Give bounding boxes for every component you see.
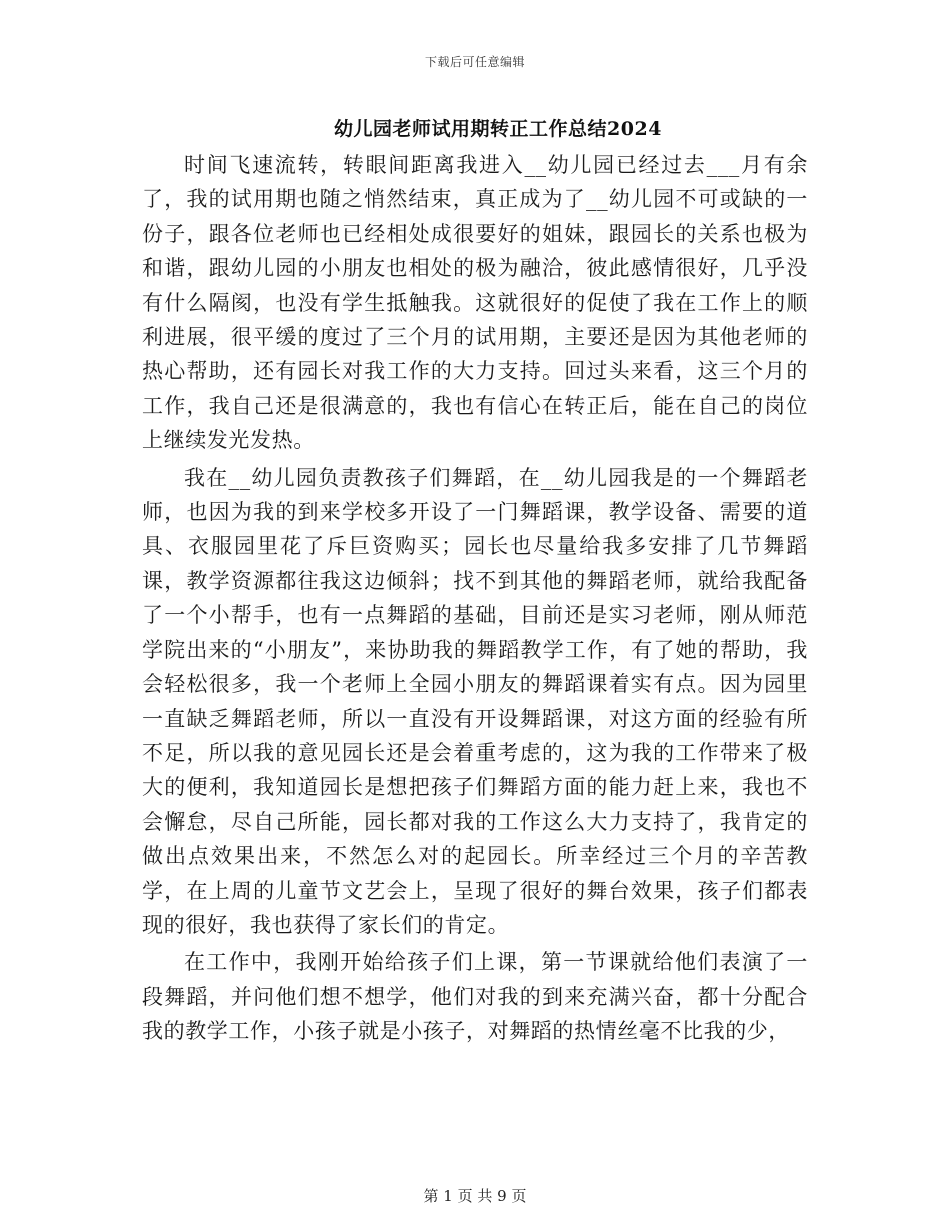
page-indicator: 第 1 页 共 9 页 [423,1187,527,1205]
paragraph: 时间飞速流转，转眼间距离我进入__幼儿园已经过去___月有余了，我的试用期也随之悄然结束，真正成为了__幼儿园不可或缺的一份子，跟各位老师也已经相处成很要好的姐妹，跟园长的关系也极为和谐，跟幼儿园的小朋友也相处的极为融洽，彼此感情很好，几乎没有什么隔阂，也没有学生抵触我。这就很好的促使了我在工作上的顺利进展，很平缓的度过了三个月的试用期，主要还是因为其他老师的热心帮助，还有园长对我工作的大力支持。回过头来看，这三个月的工作，我自己还是很满意的，我也有信心在转正后，能在自己的岗位上继续发光发热。 [142,153,808,453]
document-body [142,148,808,1049]
paragraph: 我在__幼儿园负责教孩子们舞蹈，在__幼儿园我是的一个舞蹈老师，也因为我的到来学校多开设了一门舞蹈课，教学设备、需要的道具、衣服园里花了斥巨资购买；园长也尽量给我多安排了几节舞蹈课，教学资源都往我这边倾斜；找不到其他的舞蹈老师，就给我配备了一个小帮手，也有一点舞蹈的基础，目前还是实习老师，刚从师范学院出来的“小朋友”，来协助我的舞蹈教学工作，有了她的帮助，我会轻松很多，我一个老师上全园小朋友的舞蹈课着实有点。因为园里一直缺乏舞蹈老师，所以一直没有开设舞蹈课，对这方面的经验有所不足，所以我的意见园长还是会着重考虑的，这为我的工作带来了极大的便利，我知道园长是想把孩子们舞蹈方面的能力赶上来，我也不会懈怠，尽自己所能，园长都对我的工作这么大力支持了，我肯定的做出点效果出来，不然怎么对的起园长。所幸经过三个月的辛苦教学，在上周的儿童节文艺会上，呈现了很好的舞台效果，孩子们都表现的很好，我也获得了家长们的肯定。 [142,465,808,937]
paragraph: 在工作中，我刚开始给孩子们上课，第一节课就给他们表演了一段舞蹈，并问他们想不想学，他们对我的到来充满兴奋，都十分配合我的教学工作，小孩子就是小孩子，对舞蹈的热情丝毫不比我的少， [142,950,808,1044]
header-note: 下载后可任意编辑 [424,55,525,69]
document-title: 幼儿园老师试用期转正工作总结2024 [334,118,662,140]
